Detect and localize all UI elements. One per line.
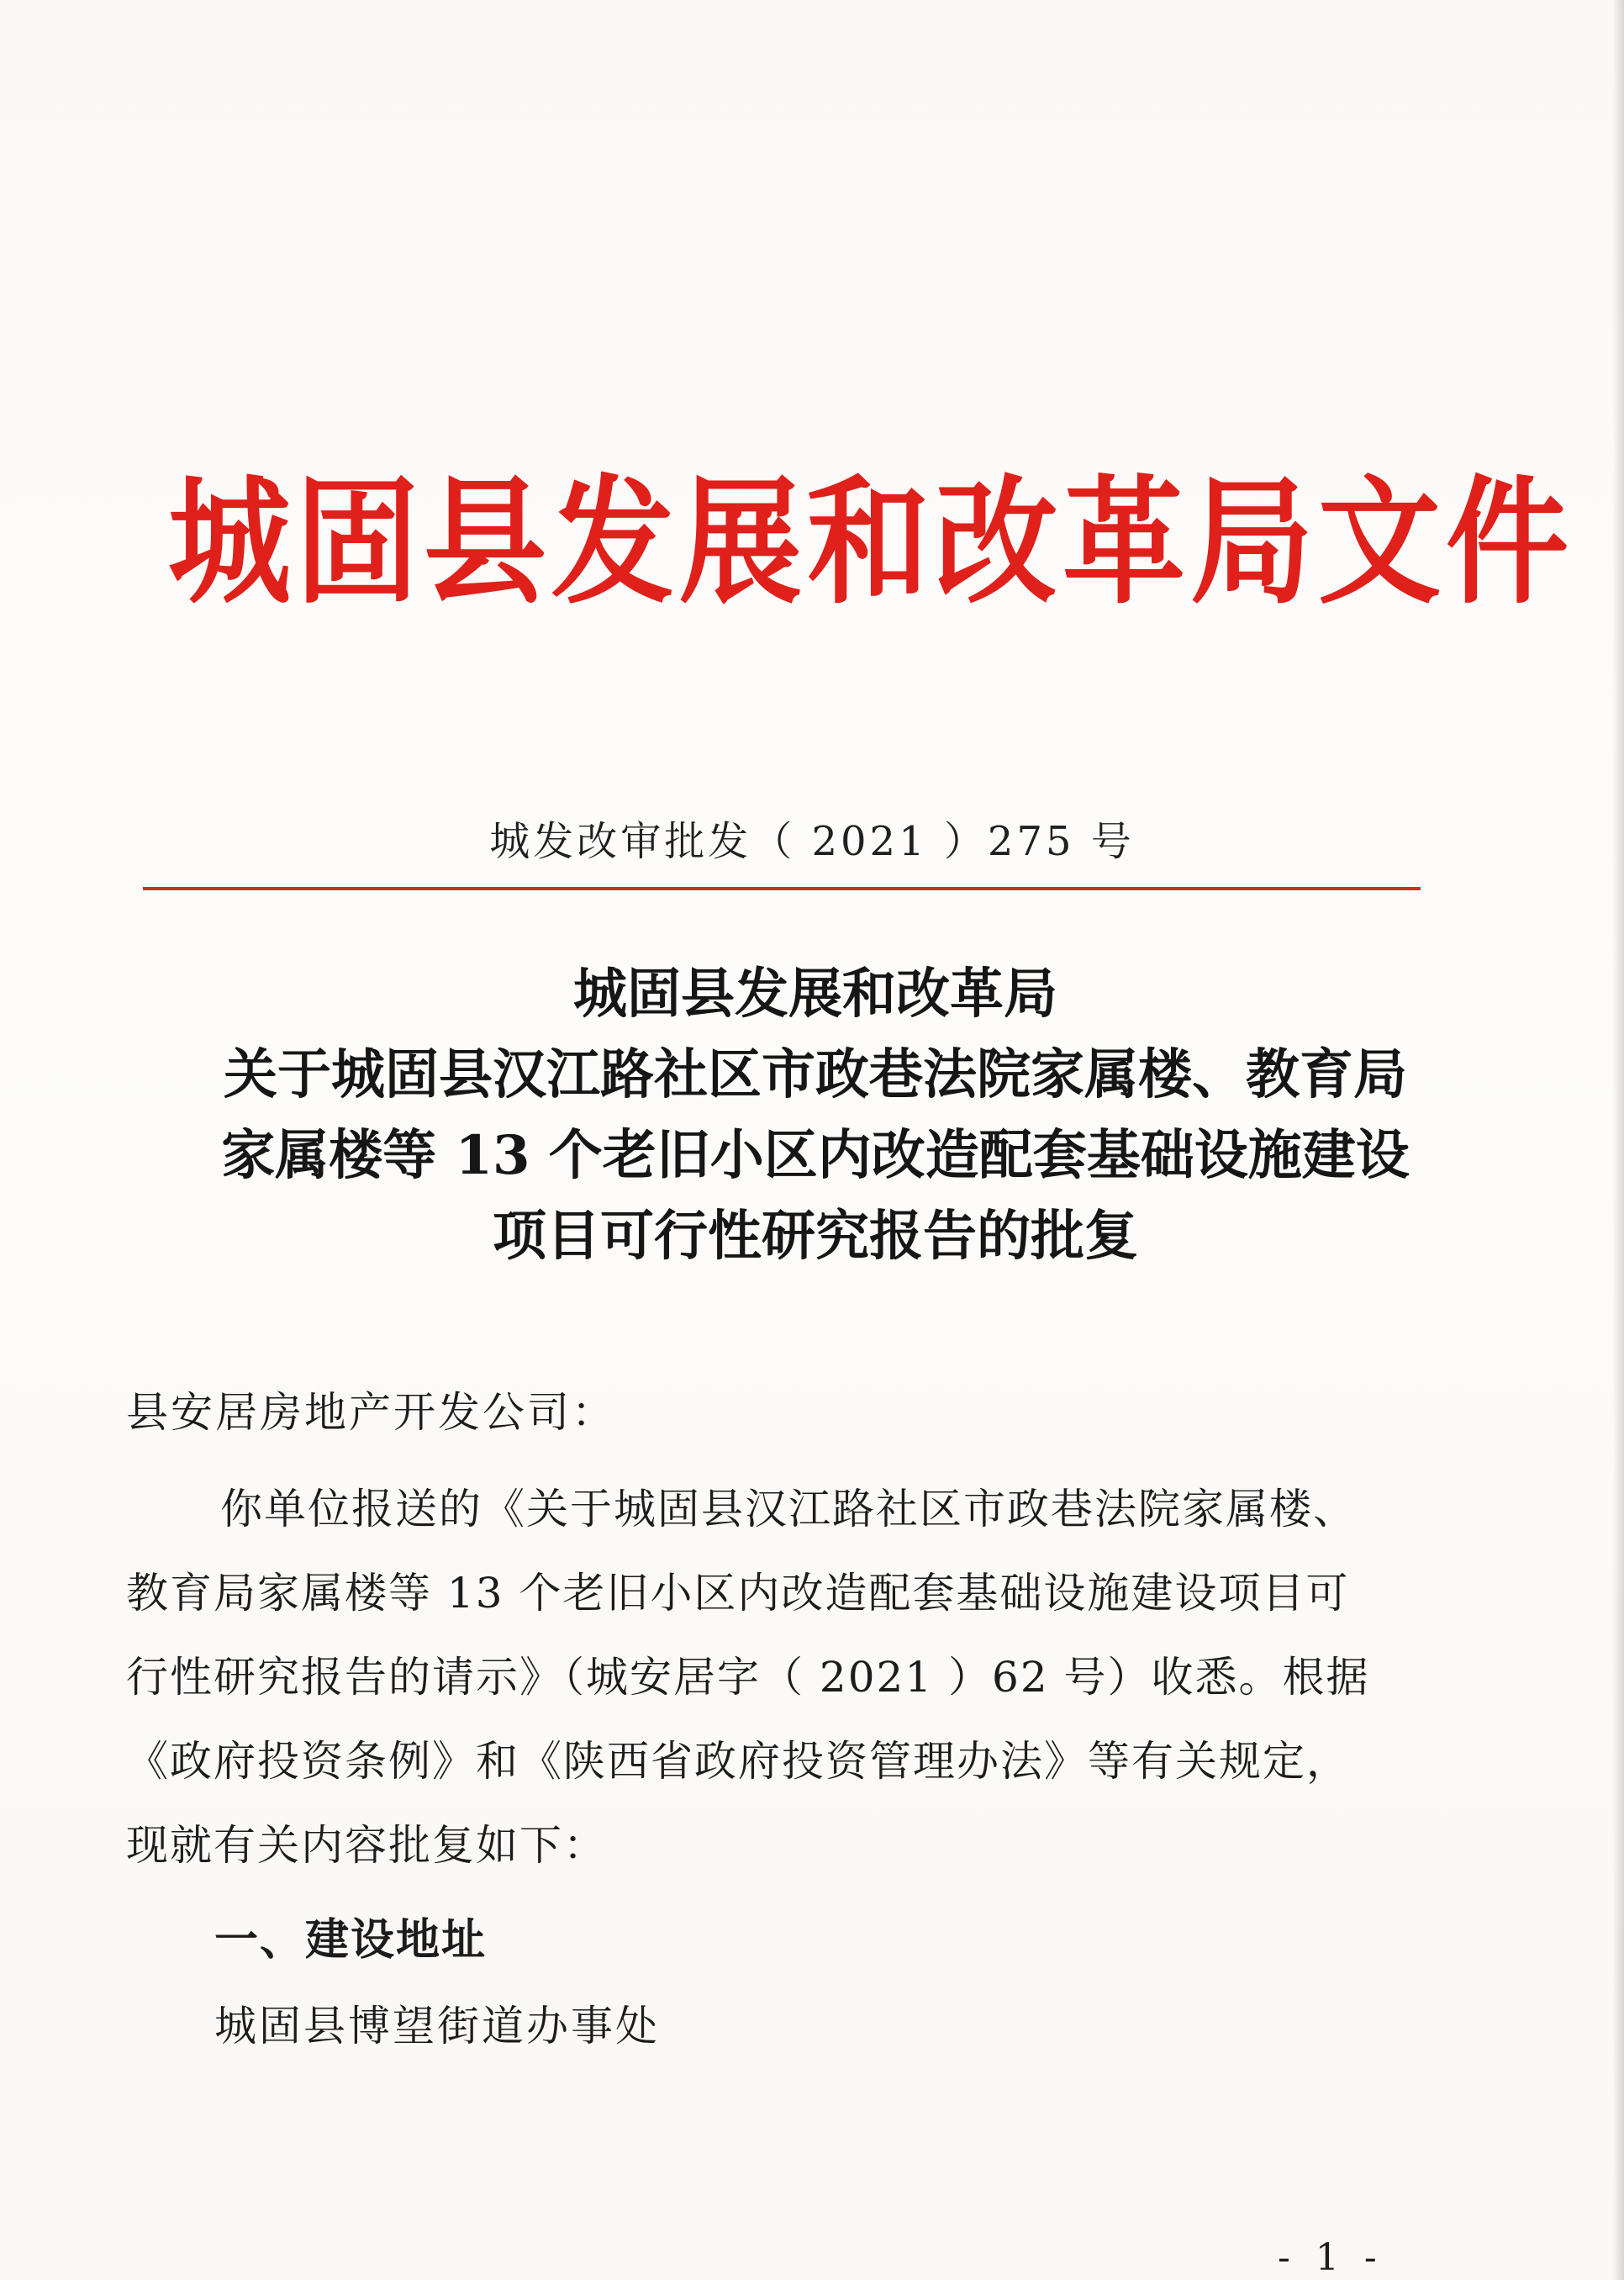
body-line-5: 现就有关内容批复如下： [126, 1821, 607, 1870]
title-line-4: 项目可行性研究报告的批复 [493, 1205, 1138, 1268]
document-number [0, 809, 1624, 867]
document-number-year: （ 2021 ） [751, 818, 988, 865]
document-number-prefix: 城发改审批发 [489, 818, 752, 865]
document-number-suffix: 275 号 [987, 818, 1135, 865]
page-number: - 1 - [1278, 2236, 1384, 2279]
addressee: 县安居房地产开发公司： [126, 1388, 616, 1437]
section-heading-1: 一、建设地址 [214, 1915, 488, 1966]
title-line-3: 家属楼等 13 个老旧小区内改造配套基础设施建设 [221, 1124, 1410, 1187]
body-line-3: 行性研究报告的请示》（城安居字（ 2021 ）62 号）收悉。根据 [126, 1653, 1370, 1702]
body-line-4: 《政府投资条例》和《陕西省政府投资管理办法》等有关规定， [126, 1737, 1350, 1786]
body-paragraph [126, 1467, 1437, 1887]
section-content-1: 城固县博望街道办事处 [214, 2002, 660, 2050]
scan-edge-shadow [1612, 0, 1624, 2280]
title-line-1: 城固县发展和改革局 [573, 963, 1057, 1026]
body-line-1: 你单位报送的《关于城固县汉江路社区市政巷法院家属楼、 [220, 1485, 1357, 1533]
document-title [76, 954, 1555, 1277]
masthead-title: 城固县发展和改革局文件 [168, 462, 1574, 623]
title-line-2: 关于城固县汉江路社区市政巷法院家属楼、教育局 [224, 1043, 1407, 1106]
body-line-2: 教育局家属楼等 13 个老旧小区内改造配套基础设施建设项目可 [126, 1569, 1350, 1618]
red-separator-line [143, 887, 1421, 890]
